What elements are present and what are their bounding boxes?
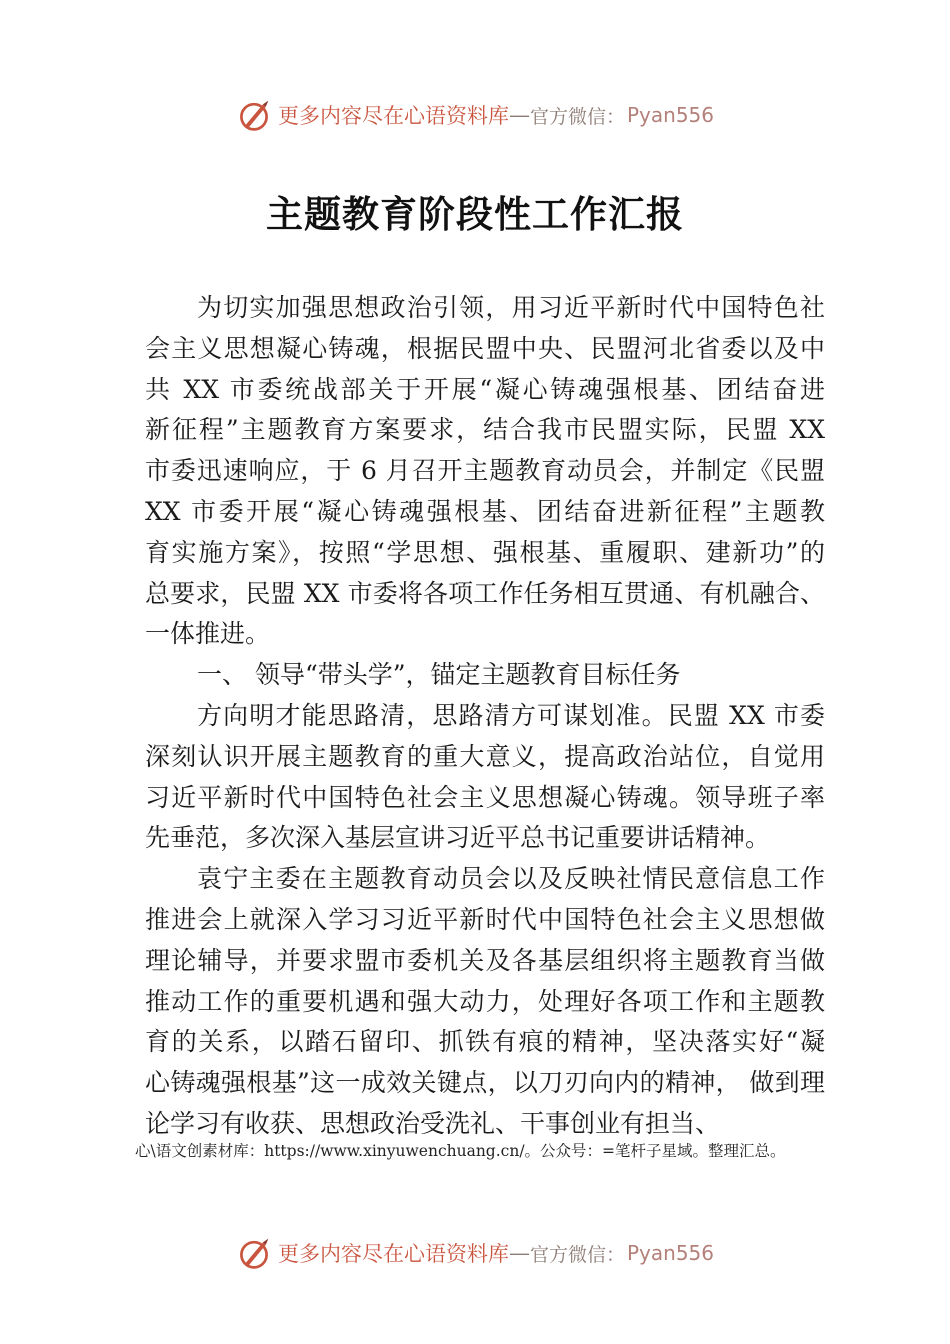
banner-wechat-id: Pyan556 [627, 1241, 715, 1265]
banner-text: 更多内容尽在心语资料库 [277, 104, 509, 128]
quill-pen-logo-icon [236, 1235, 272, 1271]
text-line: 方向明才能思路清，思路清方可谋划准。民盟 XX 市委 [197, 700, 825, 730]
text-line: 共 XX 市委统战部关于开展“凝心铸魂强根基、团结奋进 [145, 374, 825, 404]
text-line: 一体推进。 [145, 619, 271, 649]
text-line: 先垂范，多次深入基层宣讲习近平总书记重要讲话精神。 [145, 823, 771, 853]
source-note: 心\语文创素材库：https://www.xinyuwenchuang.cn/。公众号：=笔杆子星域。整理汇总。 [135, 1142, 786, 1160]
text-line: 一、 领导“带头学”，锚定主题教育目标任务 [197, 660, 681, 690]
banner-label: 官方微信： [529, 105, 625, 128]
document-title: 主题教育阶段性工作汇报 [266, 192, 684, 236]
banner-text: 更多内容尽在心语资料库 [277, 1242, 509, 1266]
footer-banner [0, 1233, 950, 1273]
text-line: 为切实加强思想政治引领，用习近平新时代中国特色社 [197, 293, 825, 322]
text-line: 新征程”主题教育方案要求，结合我市民盟实际，民盟 XX [145, 415, 825, 445]
text-line: 总要求，民盟 XX 市委将各项工作任务相互贯通、有机融合、 [145, 578, 825, 608]
text-line: 袁宁主委在主题教育动员会以及反映社情民意信息工作 [197, 864, 825, 894]
text-line: 理论辅导，并要求盟市委机关及各基层组织将主题教育当做 [145, 945, 825, 975]
text-line: 习近平新时代中国特色社会主义思想凝心铸魂。领导班子率 [145, 782, 825, 812]
text-line: 会主义思想凝心铸魂，根据民盟中央、民盟河北省委以及中 [145, 333, 825, 363]
text-line: 论学习有收获、思想政治受洗礼、干事创业有担当、 [145, 1108, 721, 1138]
text-line: 心铸魂强根基”这一成效关键点，以刀刃向内的精神， 做到理 [145, 1068, 825, 1098]
text-line: 育的关系，以踏石留印、抓铁有痕的精神，坚决落实好“凝 [145, 1027, 825, 1057]
text-line: 推动工作的重要机遇和强大动力，处理好各项工作和主题教 [145, 986, 825, 1016]
text-line: 深刻认识开展主题教育的重大意义，提高政治站位，自觉用 [145, 741, 825, 771]
text-line: 推进会上就深入学习习近平新时代中国特色社会主义思想做 [145, 904, 825, 934]
banner-dash: — [508, 1241, 530, 1265]
text-line: 市委迅速响应，于 6 月召开主题教育动员会，并制定《民盟 [145, 456, 825, 486]
quill-pen-logo-icon [236, 97, 272, 133]
header-banner [0, 95, 950, 135]
document-body [145, 288, 825, 1145]
text-line: XX 市委开展“凝心铸魂强根基、团结奋进新征程”主题教 [145, 496, 825, 526]
banner-wechat-id: Pyan556 [627, 103, 715, 127]
banner-dash: — [508, 103, 530, 127]
banner-label: 官方微信： [529, 1243, 625, 1266]
text-line: 育实施方案》，按照“学思想、强根基、重履职、建新功”的 [145, 537, 825, 567]
